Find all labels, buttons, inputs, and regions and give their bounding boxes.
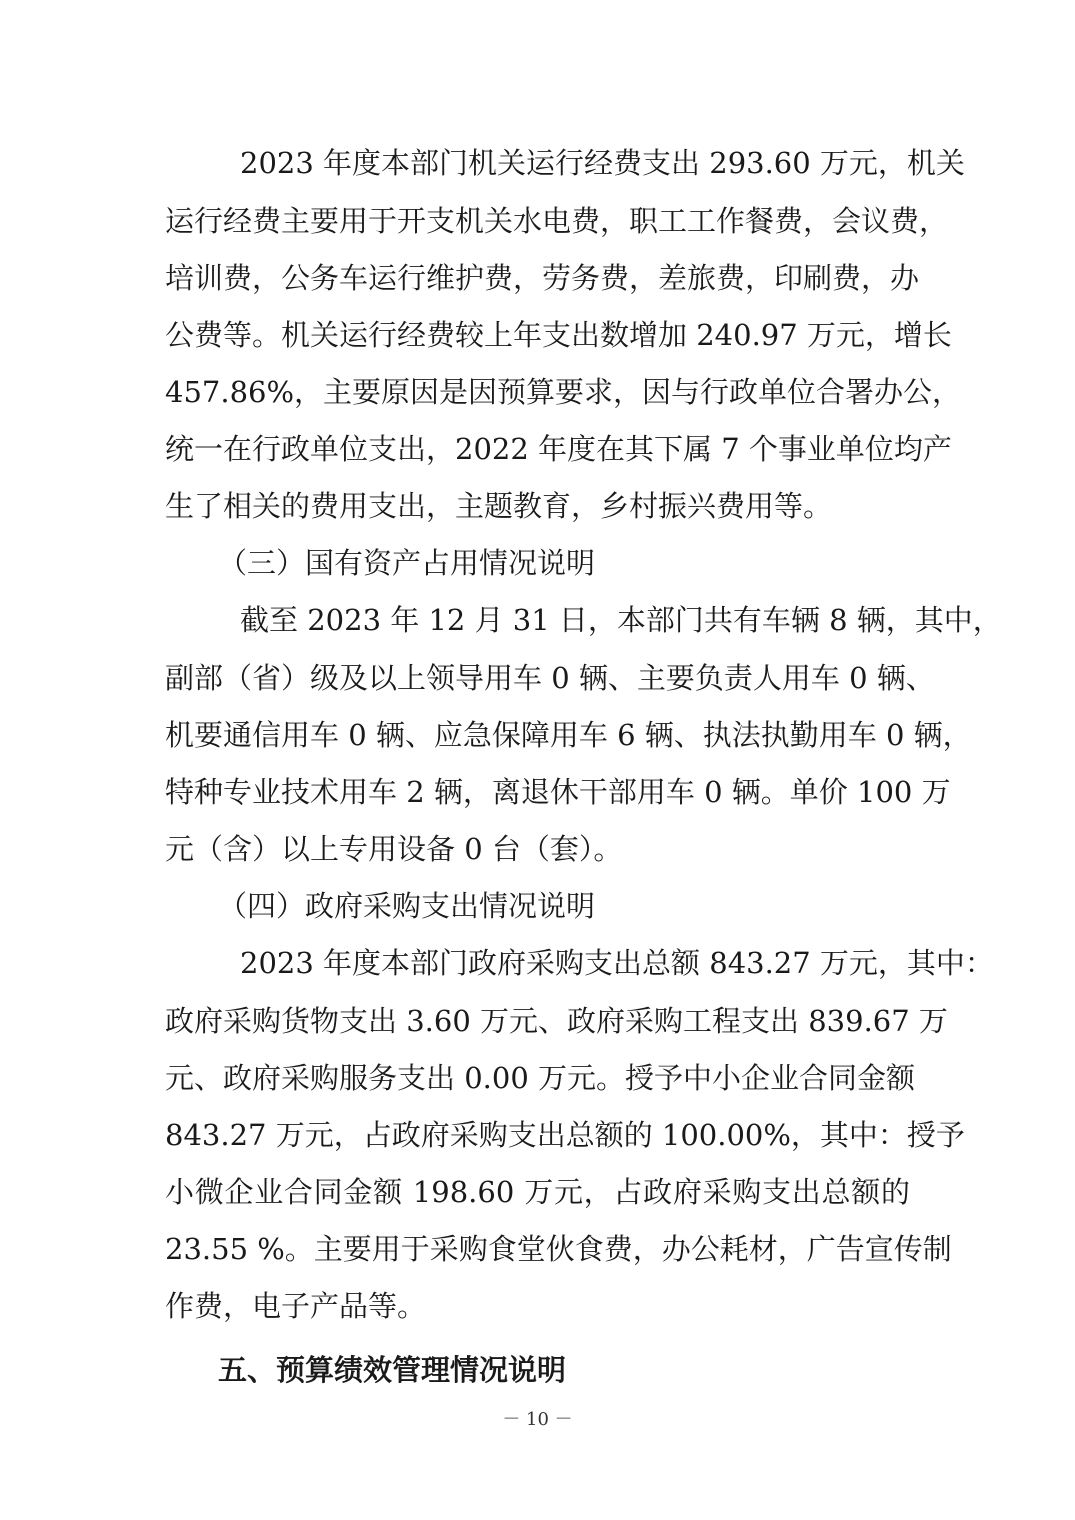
paragraph-line: 23.55 %。主要用于采购食堂伙食费，办公耗材，广告宣传制	[165, 1232, 952, 1266]
paragraph-line: 457.86%，主要原因是因预算要求，因与行政单位合署办公，	[165, 375, 962, 409]
paragraph-line: 843.27 万元，占政府采购支出总额的 100.00%，其中：授予	[165, 1118, 965, 1152]
paragraph-line: 小微企业合同金额 198.60 万元，占政府采购支出总额的	[165, 1175, 910, 1209]
paragraph-line: 元、政府采购服务支出 0.00 万元。授予中小企业合同金额	[165, 1061, 916, 1095]
paragraph-line: 机要通信用车 0 辆、应急保障用车 6 辆、执法执勤用车 0 辆，	[165, 718, 972, 752]
paragraph-line: 元（含）以上专用设备 0 台（套）。	[165, 832, 623, 866]
paragraph-line: 统一在行政单位支出，2022 年度在其下属 7 个事业单位均产	[165, 432, 952, 466]
subsection-heading-4: （四）政府采购支出情况说明	[218, 889, 596, 923]
subsection-heading-3: （三）国有资产占用情况说明	[218, 546, 596, 580]
paragraph-line: 培训费，公务车运行维护费，劳务费，差旅费，印刷费，办	[165, 261, 920, 295]
paragraph-line: 生了相关的费用支出，主题教育，乡村振兴费用等。	[165, 489, 833, 523]
page-number: － 10 －	[502, 1409, 573, 1430]
paragraph-line: 特种专业技术用车 2 辆，离退休干部用车 0 辆。单价 100 万	[165, 775, 951, 809]
paragraph-line: 公费等。机关运行经费较上年支出数增加 240.97 万元，增长	[165, 318, 952, 352]
paragraph-line: 作费，电子产品等。	[165, 1289, 427, 1323]
paragraph-line: 副部（省）级及以上领导用车 0 辆、主要负责人用车 0 辆、	[165, 661, 935, 695]
paragraph-line: 2023 年度本部门政府采购支出总额 843.27 万元，其中：	[240, 946, 994, 980]
paragraph-line: 政府采购货物支出 3.60 万元、政府采购工程支出 839.67 万	[165, 1004, 948, 1038]
paragraph-line: 2023 年度本部门机关运行经费支出 293.60 万元，机关	[240, 146, 965, 180]
paragraph-line: 运行经费主要用于开支机关水电费，职工工作餐费，会议费，	[165, 204, 949, 238]
paragraph-line: 截至 2023 年 12 月 31 日，本部门共有车辆 8 辆，其中，	[240, 603, 1002, 637]
section-heading-5: 五、预算绩效管理情况说明	[218, 1353, 567, 1387]
